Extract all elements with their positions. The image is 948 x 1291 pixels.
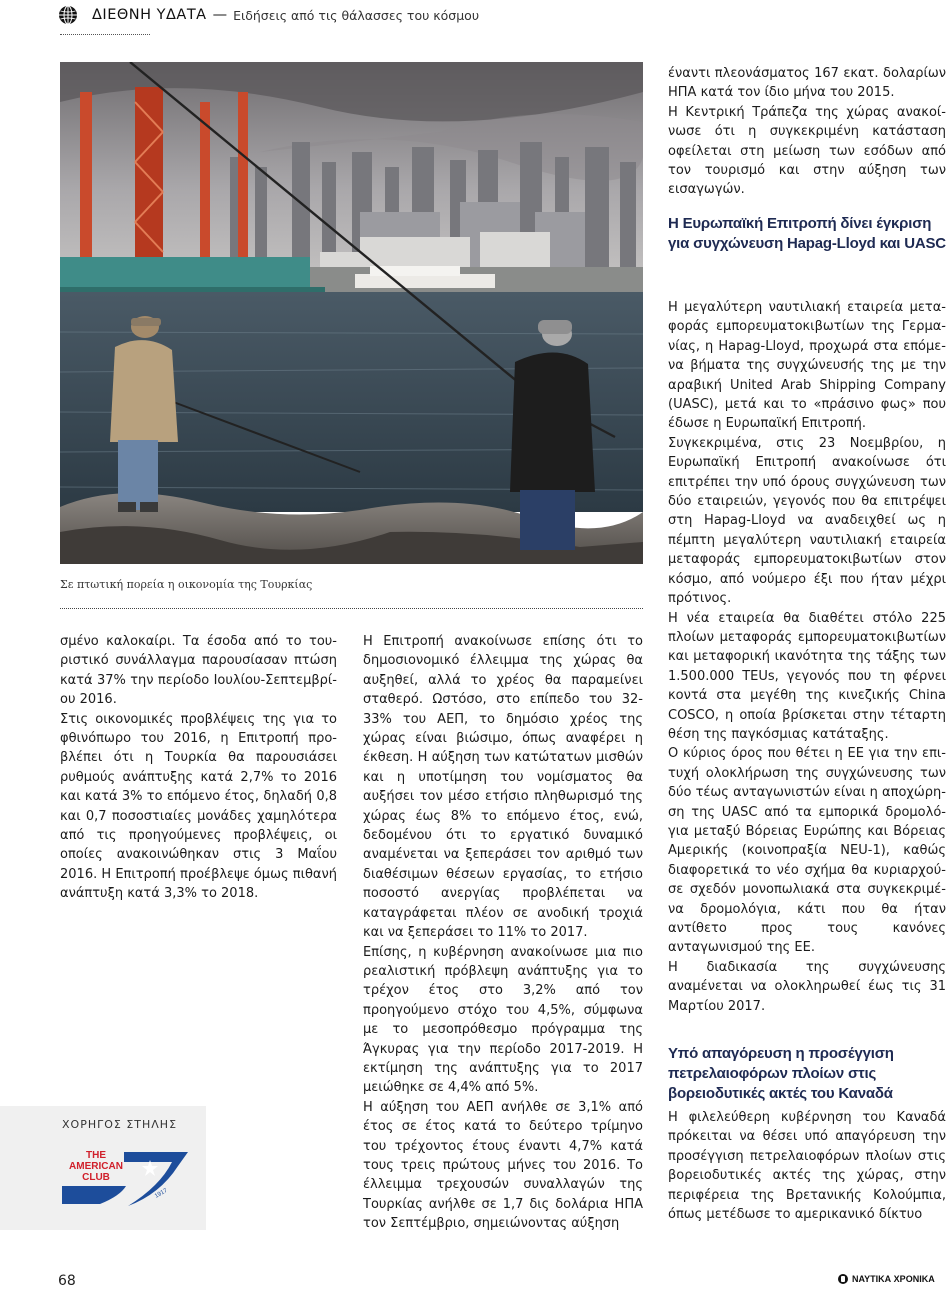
- paragraph: Η μεγαλύτερη ναυτιλιακή εταιρεία μεταφοράς εμπορευματοκιβωτίων της Γερμανίας, η Hapag-Lloyd, προχωρά στα επόμενα βήματα της συγχώνευσής της με την αραβική United Arab Shipping Company (UASC), μετά και το «πράσινο φως» που έδωσε η Ευρωπαϊκή Επιτροπή.: [668, 300, 946, 432]
- paragraph: Η φιλελεύθερη κυβέρνηση του Καναδά πρόκειται να θέσει υπό απαγόρευση την προσέγγιση πετρελαιοφόρων πλοίων στις βορειοδυτικές ακτές της χώρας, στην περιφέρεια της Βρετανικής Κολούμπια, όπως μετέδωσε το αμερικανικό δίκτυο: [668, 1110, 946, 1223]
- section-title: ΔΙΕΘΝΗ ΥΔΑΤΑ: [92, 7, 207, 23]
- paragraph: Επίσης, η κυβέρνηση ανακοίνωσε μια πιο ρεαλιστική πρόβλεψη ανάπτυξης για το τρέχον έτος στο 3,2% από τον προηγούμενο στόχο του 4,5%, σύμφωνα με το μεσοπρόθεσμο πρόγραμμα της Άγκυρας για την περίοδο 2017-2019. Η εκτίμηση της ανάπτυξης για το 2017 μειώθηκε σε 4,4% από 5%.: [363, 944, 643, 1096]
- caption-divider: [60, 608, 643, 609]
- american-club-logo: [60, 1146, 200, 1216]
- article-column-2: [363, 632, 643, 1234]
- paragraph: έναντι πλεονάσματος 167 εκατ. δολαρίων ΗΠΑ κατά τον ίδιο μήνα του 2015.: [668, 66, 946, 101]
- paragraph: Η Κεντρική Τράπεζα της χώρας ανακοίνωσε ότι η συγκεκριμένη κατάσταση οφείλεται στη μείωση των εσόδων από τον τουρισμό και στην αύξηση των εισαγωγών.: [668, 104, 946, 198]
- article-column-1: [60, 632, 337, 904]
- paragraph: Η διαδικασία της συγχώνευσης αναμένεται να ολοκληρωθεί έως τις 31 Μαρτίου 2017.: [668, 959, 946, 1014]
- article-subheading: Υπό απαγόρευση η προσέγγιση πετρελαιοφόρων πλοίων στις βορειοδυτικές ακτές του Καναδά: [668, 1045, 894, 1102]
- logo-star-icon: [142, 1160, 158, 1176]
- logo-text-american: AMERICAN: [69, 1161, 123, 1172]
- paragraph: Η Επιτροπή ανακοίνωσε επίσης ότι το δημοσιονομικό έλλειμμα της χώρας θα αυξηθεί, αλλά το χρέος θα παραμείνει σταθερό. Ωστόσο, στο επίπεδο του 32-33% του ΑΕΠ, το δημόσιο χρέος της χώρας είναι βιώσιμο, όπως αναφέρει η έκθεση. Η αύξηση των κατώτατων μισθών και η υποτίμηση του νομίσματος θα αυξήσει τον μέσο ετήσιο πληθωρισμό της χώρας έως 8% το επόμενο έτος, ενώ, δεδομένου ότι το εργατικό δυναμικό αναμένεται να ξεπεράσει τον αριθμό των διαθέσιμων θέσεων εργασίας, το ετήσιο ποσοστό ανεργίας προβλέπεται να καταγράφεται πλέον σε ανοδική τροχιά και να ξεπεράσει το 11% το 2017.: [363, 634, 643, 941]
- logo-text-club: CLUB: [82, 1172, 110, 1183]
- logo-base-shape: [62, 1186, 126, 1204]
- paragraph: σμένο καλοκαίρι. Τα έσοδα από το τουριστικό συνάλλαγμα παρουσίασαν πτώση κατά 37% την περίοδο Ιουλίου-Σεπτεμβρίου 2016.: [60, 634, 337, 708]
- logo-text-the: THE: [86, 1150, 106, 1161]
- brand-logo-icon: [838, 1274, 848, 1284]
- page-number: 68: [58, 1273, 76, 1289]
- paragraph: Συγκεκριμένα, στις 23 Νοεμβρίου, η Ευρωπαϊκή Επιτροπή ανακοίνωσε ότι επιτρέπει την υπό όρους συγχώνευση των δύο εταιρειών, γεγονός που θα επιτρέψει στη Hapag-Lloyd να αναδειχθεί ως η πέμπτη μεγαλύτερη ναυτιλιακή εταιρεία μεταφοράς εμπορευματοκιβωτίων στον κόσμο, από νούμερο έξι που ήταν μέχρι πρότινος.: [668, 435, 946, 607]
- running-header: [58, 0, 658, 30]
- section-subtitle: Ειδήσεις από τις θάλασσες του κόσμου: [233, 7, 480, 23]
- article-column-3-top: [668, 64, 946, 200]
- article-subheading: Η Ευρωπαϊκή Επιτροπή δίνει έγκριση για συγχώνευση Hapag-Lloyd και UASC: [668, 215, 946, 252]
- header-dash: —: [212, 7, 228, 23]
- logo-year: 1917: [154, 1187, 169, 1200]
- article-photo: [60, 62, 643, 564]
- sponsor-label: ΧΟΡΗΓΟΣ ΣΤΗΛΗΣ: [62, 1118, 178, 1131]
- globe-icon: [58, 5, 78, 25]
- article-column-3-middle: [668, 298, 946, 1016]
- brand-name: ΝΑΥΤΙΚΑ ΧΡΟΝΙΚΑ: [852, 1274, 935, 1284]
- paragraph: Η νέα εταιρεία θα διαθέτει στόλο 225 πλοίων μεταφοράς εμπορευματοκιβωτίων και μεταφορική ικανότητα της τάξης των 1.500.000 TEUs, γεγονός που τη φέρνει κοντά στα μεγέθη της κινεζικής China COSCO, η οποία βρίσκεται στην τέταρτη θέση της παγκόσμιας κατάταξης.: [668, 610, 946, 742]
- footer-brand: [838, 1274, 935, 1284]
- fishermen-photo-illustration: [60, 62, 643, 564]
- photo-caption: Σε πτωτική πορεία η οικονομία της Τουρκίας: [60, 578, 313, 591]
- paragraph: Η αύξηση του ΑΕΠ ανήλθε σε 3,1% από έτος σε έτος κατά το δεύτερο τρίμηνο του τρέχοντος έτους έναντι 4,7% κατά τους τρεις πρώτους μήνες του 2016. Το έλλειμμα τρεχουσών συναλλαγών της Τουρκίας ανήλθε σε 1,7 δις δολάρια ΗΠΑ τον Σεπτέμβριο, σημειώνοντας αύξηση: [363, 1099, 643, 1232]
- paragraph: Ο κύριος όρος που θέτει η ΕΕ για την επιτυχή ολοκλήρωση της συγχώνευσης των δύο τέως ανταγωνιστών είναι η αποχώρηση της UASC από τα εμπορικά δρομολόγια μεταξύ Βόρειας Ευρώπης και Βόρειας Αμερικής (κοινοπραξία NEU-1), καθώς διαφορετικά το νέο σχήμα θα κυριαρχούσε σχεδόν μονοπωλιακά στα συγκεκριμένα δρομολόγια, κάτι που θα ήταν αντίθετο προς τους κανόνες ανταγωνισμού της ΕΕ.: [668, 746, 946, 956]
- article-column-3-bottom: [668, 1108, 946, 1224]
- paragraph: Στις οικονομικές προβλέψεις της για το φθινόπωρο του 2016, η Επιτροπή προβλέπει ότι η Τουρκία θα παρουσιάσει ρυθμούς ανάπτυξης κατά 2,7% το 2016 και κατά 3% το επόμενο έτος, δηλαδή 0,8 και 0,7 ποσοστιαίες μονάδες χαμηλότερα από τις προηγούμενες προβλέψεις, οι οποίες ανακοινώθηκαν στις 3 Μαΐου 2016. Η Επιτροπή προέβλεψε όμως πιθανή ανάπτυξη κατά 3,3% το 2018.: [60, 711, 337, 902]
- header-divider: [60, 34, 150, 35]
